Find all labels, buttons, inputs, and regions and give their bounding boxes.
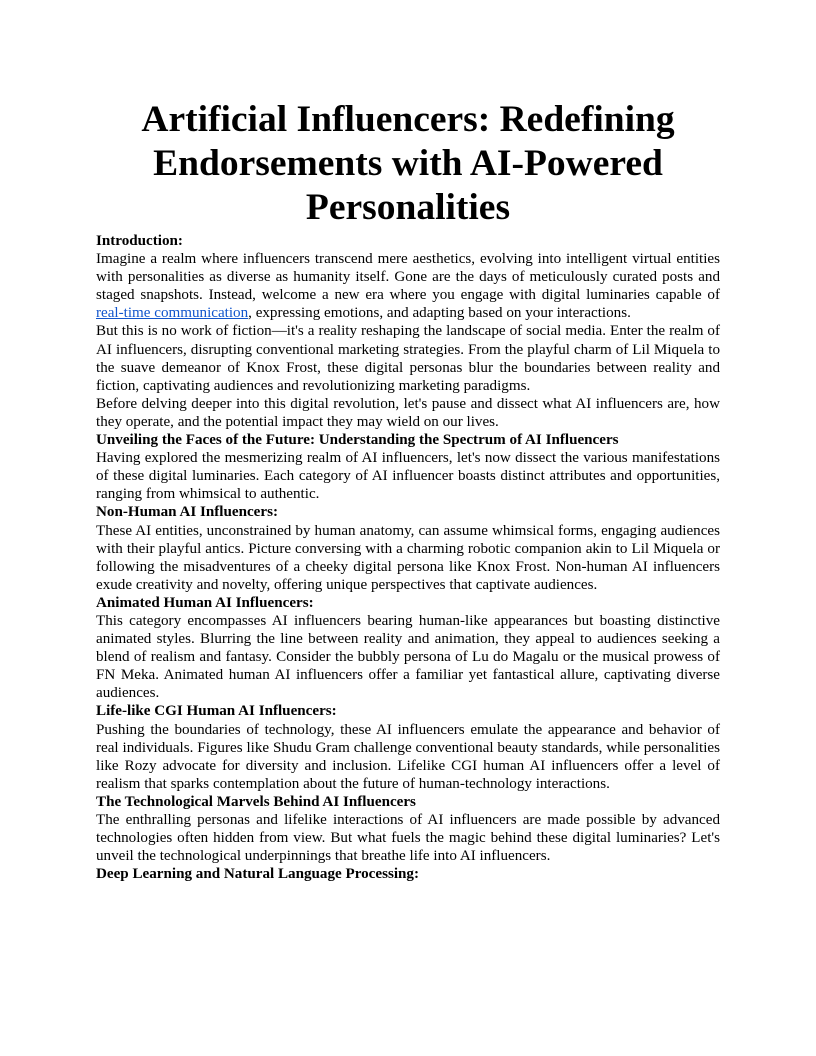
nonhuman-paragraph: These AI entities, unconstrained by human anatomy, can assume whimsical forms, engaging audiences with their playful antics. Picture conversing with a charming robotic companion akin to Lil Miquela or following the misadventures of a cheeky digital persona like Knox Frost. Non-human AI influencers exude creativity and novelty, offering unique perspectives that captivate audiences. [96,522,720,593]
cgi-heading: Life-like CGI Human AI Influencers: [96,703,337,720]
document-page [96,98,720,883]
intro-paragraph-3: Before delving deeper into this digital revolution, let's pause and dissect what AI influencers are, how they operate, and the potential impact they may wield on our lives. [96,395,720,430]
title-line-3: Personalities [305,187,511,228]
intro-paragraph-1 [96,250,720,322]
deep-learning-heading: Deep Learning and Natural Language Processing: [96,866,419,883]
title-line-1: Artificial Influencers: Redefining [141,99,675,140]
intro-heading: Introduction: [96,233,183,249]
cgi-paragraph: Pushing the boundaries of technology, these AI influencers emulate the appearance and behavior of real individuals. Figures like Shudu Gram challenge conventional beauty standards, while personalities like Rozy advocate for diversity and inclusion. Lifelike CGI human AI influencers offer a level of realism that sparks contemplation about the future of human-technology interactions. [96,721,720,792]
document-title [96,98,720,230]
spectrum-heading: Unveiling the Faces of the Future: Understanding the Spectrum of AI Influencers [96,432,619,449]
animated-paragraph: This category encompasses AI influencers bearing human-like appearances but boasting distinctive animated styles. Blurring the line between reality and animation, they appeal to audiences seeking a blend of realism and fantasy. Consider the bubbly persona of Lu do Magalu or the musical prowess of FN Meka. Animated human AI influencers offer a familiar yet fantastical allure, captivating diverse audiences. [96,612,720,702]
spectrum-paragraph: Having explored the mesmerizing realm of AI influencers, let's now dissect the various manifestations of these digital luminaries. Each category of AI influencer boasts distinct attributes and opportunities, ranging from whimsical to authentic. [96,450,720,503]
intro-p1-text-after: , expressing emotions, and adapting based on your interactions. [248,305,631,322]
tech-heading: The Technological Marvels Behind AI Influencers [96,793,416,810]
tech-paragraph: The enthralling personas and lifelike interactions of AI influencers are made possible by advanced technologies often hidden from view. But what fuels the magic behind these digital luminaries? Let's unveil the technological underpinnings that breathe life into AI influencers. [96,812,720,865]
title-line-2: Endorsements with AI-Powered [153,143,663,184]
intro-paragraph-2: But this is no work of fiction—it's a reality reshaping the landscape of social media. Enter the realm of AI influencers, disrupting conventional marketing strategies. From the playful charm of Lil Miquela to the suave demeanor of Knox Frost, these digital personas blur the boundaries between reality and fiction, captivating audiences and revolutionizing marketing paradigms. [96,323,720,394]
intro-p1-text-before: Imagine a realm where influencers transcend mere aesthetics, evolving into intelligent virtual entities with personalities as diverse as humanity itself. Gone are the days of meticulously curated posts and staged snapshots. Instead, welcome a new era where you engage with digital luminaries capable of [96,251,720,304]
nonhuman-heading: Non-Human AI Influencers: [96,504,278,521]
real-time-communication-link[interactable]: real-time communication [96,305,249,322]
animated-heading: Animated Human AI Influencers: [96,594,314,611]
